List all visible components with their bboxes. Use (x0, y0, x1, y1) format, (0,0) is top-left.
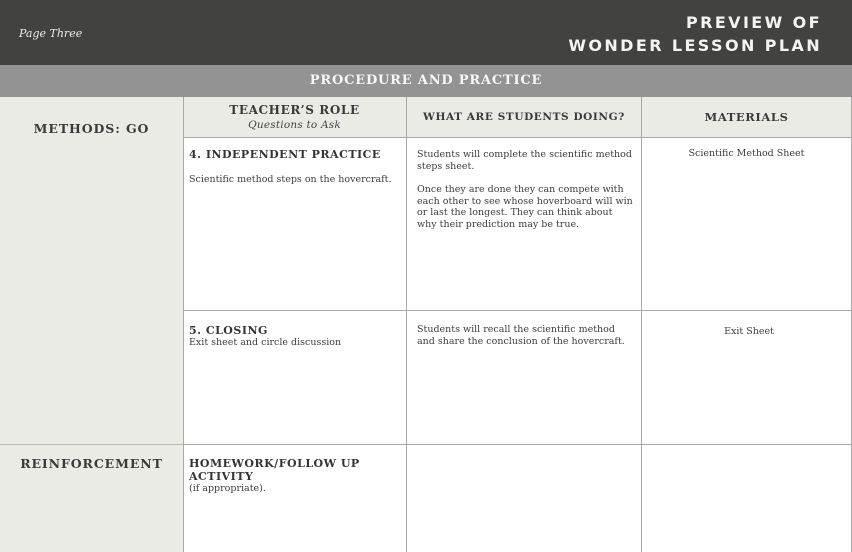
closing-student-text: Students will recall the scientific method and share the conclusion of the hovercraft. (417, 324, 625, 347)
materials-header: MATERIALS (704, 110, 789, 124)
teacher-role-subtitle: Questions to Ask (248, 119, 341, 131)
page-label: Page Three (19, 27, 83, 40)
independent-practice-students-cell (417, 149, 635, 231)
lesson-table (183, 97, 852, 552)
independent-practice-heading: 4. INDEPENDENT PRACTICE (189, 148, 381, 161)
independent-practice-student-text-2: Once they are done they can compete with each other to see whose hoverboard will win or last the longest. They can think about why their prediction may be true. (417, 184, 633, 230)
row-divider (0, 444, 183, 445)
grid-line (183, 310, 852, 311)
independent-practice-teacher-cell (189, 148, 401, 186)
closing-teacher-cell (189, 324, 401, 349)
grid-line (641, 97, 642, 552)
grid-line (183, 444, 852, 445)
students-doing-header: WHAT ARE STUDENTS DOING? (423, 111, 625, 123)
independent-practice-materials: Scientific Method Sheet (688, 148, 805, 159)
grid-line (406, 97, 407, 552)
methods-row-label: METHODS: GO (33, 121, 150, 136)
homework-heading: HOMEWORK/FOLLOW UP ACTIVITY (189, 457, 360, 483)
closing-heading: 5. CLOSING (189, 324, 268, 337)
closing-materials: Exit Sheet (724, 326, 774, 337)
page-header (0, 0, 852, 65)
page-title-line-2: WONDER LESSON PLAN (568, 36, 822, 55)
grid-line (183, 137, 852, 138)
closing-teacher-text: Exit sheet and circle discussion (189, 337, 342, 348)
independent-practice-student-text-1: Students will complete the scientific method steps sheet. (417, 149, 632, 172)
row-label-column (0, 97, 183, 552)
independent-practice-teacher-text: Scientific method steps on the hovercraft. (189, 174, 392, 185)
page-title-line-1: PREVIEW OF (686, 13, 822, 32)
section-title: PROCEDURE AND PRACTICE (0, 65, 852, 97)
homework-note: (if appropriate). (189, 483, 266, 494)
teacher-role-header (183, 103, 406, 133)
reinforcement-row-label: REINFORCEMENT (20, 456, 163, 471)
page-title (568, 11, 822, 57)
grid-line (183, 97, 184, 552)
reinforcement-teacher-cell (189, 457, 401, 495)
teacher-role-title: TEACHER’S ROLE (229, 103, 360, 117)
